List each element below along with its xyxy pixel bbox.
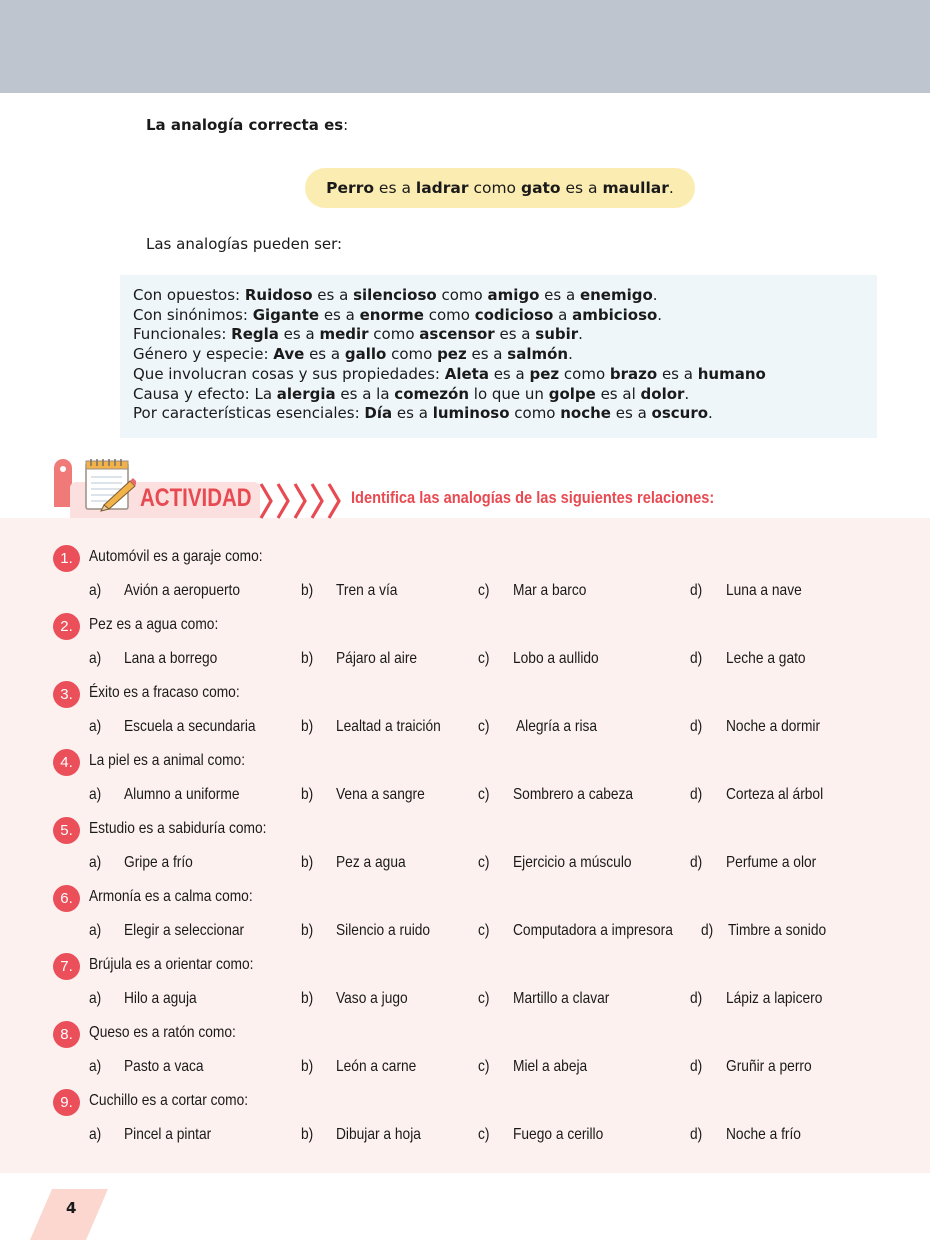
option-text[interactable]: León a carne — [336, 1058, 417, 1075]
question-item — [0, 681, 930, 749]
option-letter: b) — [301, 718, 314, 735]
option-text[interactable]: Elegir a seleccionar — [124, 922, 245, 939]
question-stem: Cuchillo es a cortar como: — [89, 1092, 249, 1109]
option-letter: c) — [478, 922, 490, 939]
analogy-types-box — [120, 275, 877, 438]
option-letter: a) — [89, 582, 102, 599]
option-text[interactable]: Lealtad a traición — [336, 718, 441, 735]
option-letter: a) — [89, 1058, 102, 1075]
option-text[interactable]: Fuego a cerillo — [513, 1126, 604, 1143]
types-intro: Las analogías pueden ser: — [146, 235, 343, 253]
question-stem: Estudio es a sabiduría como: — [89, 820, 267, 837]
question-item — [0, 953, 930, 1021]
option-text[interactable]: Vaso a jugo — [336, 990, 408, 1007]
header-band — [0, 0, 930, 93]
question-stem: Pez es a agua como: — [89, 616, 219, 633]
option-letter: d) — [690, 718, 703, 735]
option-text[interactable]: Tren a vía — [336, 582, 398, 599]
option-letter: d) — [690, 990, 703, 1007]
question-number-badge: 4. — [53, 749, 80, 776]
activity-tab-hole — [60, 466, 66, 472]
option-letter: c) — [478, 1058, 490, 1075]
analogy-type-line: Con opuestos: Ruidoso es a silencioso como amigo es a enemigo. — [133, 286, 658, 304]
option-text[interactable]: Luna a nave — [726, 582, 802, 599]
option-letter: d) — [701, 922, 714, 939]
question-number-badge: 8. — [53, 1021, 80, 1048]
option-text[interactable]: Pasto a vaca — [124, 1058, 204, 1075]
chevrons-decoration — [258, 482, 344, 520]
activity-instruction: Identifica las analogías de las siguientes relaciones: — [351, 488, 715, 507]
option-text[interactable]: Timbre a sonido — [728, 922, 827, 939]
option-letter: a) — [89, 718, 102, 735]
question-stem: Armonía es a calma como: — [89, 888, 253, 905]
question-item — [0, 749, 930, 817]
option-text[interactable]: Perfume a olor — [726, 854, 817, 871]
option-text[interactable]: Sombrero a cabeza — [513, 786, 634, 803]
option-letter: d) — [690, 582, 703, 599]
option-text[interactable]: Pájaro al aire — [336, 650, 418, 667]
option-text[interactable]: Alegría a risa — [516, 718, 598, 735]
option-letter: a) — [89, 786, 102, 803]
option-letter: d) — [690, 650, 703, 667]
option-letter: c) — [478, 990, 490, 1007]
option-letter: a) — [89, 1126, 102, 1143]
question-item — [0, 1021, 930, 1089]
option-text[interactable]: Escuela a secundaria — [124, 718, 256, 735]
activity-title: ACTIVIDAD — [140, 484, 252, 512]
option-letter: b) — [301, 786, 314, 803]
option-letter: d) — [690, 786, 703, 803]
option-text[interactable]: Hilo a aguja — [124, 990, 197, 1007]
question-item — [0, 545, 930, 613]
option-letter: a) — [89, 854, 102, 871]
option-text[interactable]: Noche a frío — [726, 1126, 801, 1143]
option-letter: c) — [478, 650, 490, 667]
option-letter: c) — [478, 854, 490, 871]
analogy-type-line: Que involucran cosas y sus propiedades: Aleta es a pez como brazo es a humano — [133, 364, 766, 383]
option-letter: c) — [478, 786, 490, 803]
option-letter: a) — [89, 922, 102, 939]
question-stem: Queso es a ratón como: — [89, 1024, 236, 1041]
option-letter: d) — [690, 1058, 703, 1075]
notepad-pencil-icon — [82, 457, 136, 513]
option-text[interactable]: Pincel a pintar — [124, 1126, 212, 1143]
correct-analogy-example: Perro es a ladrar como gato es a maullar. — [305, 168, 695, 208]
option-letter: d) — [690, 854, 703, 871]
question-stem: Brújula es a orientar como: — [89, 956, 254, 973]
option-text[interactable]: Alumno a uniforme — [124, 786, 240, 803]
option-text[interactable]: Gruñir a perro — [726, 1058, 812, 1075]
option-text[interactable]: Silencio a ruido — [336, 922, 431, 939]
question-stem: Automóvil es a garaje como: — [89, 548, 263, 565]
option-letter: b) — [301, 990, 314, 1007]
option-letter: a) — [89, 650, 102, 667]
question-number-badge: 9. — [53, 1089, 80, 1116]
option-letter: c) — [478, 718, 490, 735]
option-text[interactable]: Leche a gato — [726, 650, 806, 667]
analogy-type-line: Con sinónimos: Gigante es a enorme como codicioso a ambicioso. — [133, 305, 663, 324]
question-number-badge: 1. — [53, 545, 80, 572]
question-number-badge: 6. — [53, 885, 80, 912]
question-number-badge: 3. — [53, 681, 80, 708]
option-text[interactable]: Lápiz a lapicero — [726, 990, 823, 1007]
option-letter: c) — [478, 1126, 490, 1143]
option-text[interactable]: Martillo a clavar — [513, 990, 610, 1007]
analogy-type-line: Por características esenciales: Día es a luminoso como noche es a oscuro. — [133, 404, 713, 423]
question-item — [0, 1089, 930, 1157]
option-text[interactable]: Mar a barco — [513, 582, 587, 599]
option-text[interactable]: Noche a dormir — [726, 718, 821, 735]
option-text[interactable]: Computadora a impresora — [513, 922, 673, 939]
option-letter: a) — [89, 990, 102, 1007]
option-letter: c) — [478, 582, 490, 599]
option-text[interactable]: Dibujar a hoja — [336, 1126, 421, 1143]
analogy-type-line: Funcionales: Regla es a medir como ascensor es a subir. — [133, 325, 583, 344]
page-number: 4 — [66, 1199, 77, 1217]
option-letter: b) — [301, 854, 314, 871]
analogy-type-line: Causa y efecto: La alergia es a la comezón lo que un golpe es al dolor. — [133, 384, 690, 403]
option-letter: b) — [301, 582, 314, 599]
question-number-badge: 5. — [53, 817, 80, 844]
question-stem: Éxito es a fracaso como: — [89, 684, 240, 701]
question-number-badge: 2. — [53, 613, 80, 640]
option-text[interactable]: Vena a sangre — [336, 786, 425, 803]
option-text[interactable]: Avión a aeropuerto — [124, 582, 241, 599]
option-text[interactable]: Lana a borrego — [124, 650, 218, 667]
option-text[interactable]: Gripe a frío — [124, 854, 193, 871]
option-text[interactable]: Pez a agua — [336, 854, 406, 871]
question-item — [0, 885, 930, 953]
analogy-type-line: Género y especie: Ave es a gallo como pez es a salmón. — [133, 345, 573, 364]
option-text[interactable]: Ejercicio a músculo — [513, 854, 632, 871]
option-letter: b) — [301, 922, 314, 939]
question-item — [0, 613, 930, 681]
option-text[interactable]: Lobo a aullido — [513, 650, 599, 667]
option-letter: b) — [301, 1126, 314, 1143]
option-text[interactable]: Corteza al árbol — [726, 786, 824, 803]
option-letter: b) — [301, 1058, 314, 1075]
question-stem: La piel es a animal como: — [89, 752, 246, 769]
option-text[interactable]: Miel a abeja — [513, 1058, 588, 1075]
question-item — [0, 817, 930, 885]
question-number-badge: 7. — [53, 953, 80, 980]
option-letter: b) — [301, 650, 314, 667]
option-letter: d) — [690, 1126, 703, 1143]
intro-label: La analogía correcta es: — [146, 116, 349, 134]
